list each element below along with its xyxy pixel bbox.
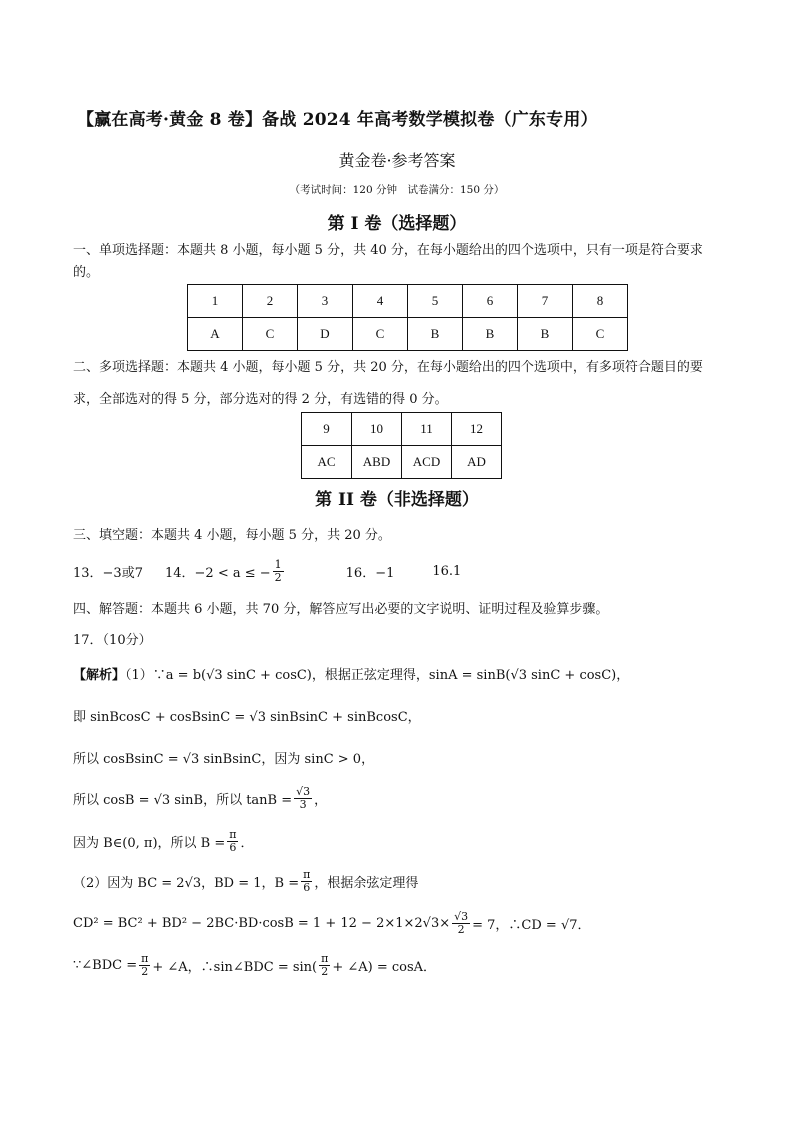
table-cell: AC	[302, 446, 352, 479]
document-subtitle: 黄金卷·参考答案	[338, 151, 456, 170]
solution-text: 因为 B∈(0, π)，所以 B =	[73, 835, 226, 851]
exam-info: （考试时间：120 分钟 试卷满分：150 分）	[289, 184, 505, 196]
fraction-denominator: 6	[303, 880, 311, 894]
part1-heading: 第 I 卷（选择题）	[327, 214, 467, 234]
fill-answer-16: 16.1	[432, 563, 462, 579]
fraction	[452, 911, 470, 936]
solution-line-2: 即 sinBcosC + cosBsinC = √3 sinBsinC + sinBcosC，	[73, 710, 421, 725]
solution-text: + ∠A) = cosA．	[332, 959, 437, 975]
fraction-denominator: 2	[274, 570, 282, 584]
table-cell: B	[518, 318, 573, 351]
fraction-denominator: 2	[321, 964, 329, 978]
table-cell: 8	[573, 285, 628, 318]
table-row-answers	[188, 318, 628, 351]
fraction-numerator: π	[321, 951, 329, 965]
table-cell: 7	[518, 285, 573, 318]
solution-text: + ∠A，∴sin∠BDC = sin(	[152, 959, 318, 975]
fraction	[319, 953, 330, 978]
section3-intro: 三、填空题：本题共 4 小题，每小题 5 分，共 20 分。	[73, 528, 391, 543]
fraction-numerator: √3	[296, 784, 311, 798]
table-cell: 3	[298, 285, 353, 318]
section4-intro: 四、解答题：本题共 6 小题，共 70 分，解答应写出必要的文字说明、证明过程及验算步骤。	[73, 602, 609, 617]
table-cell: ABD	[352, 446, 402, 479]
fraction-denominator: 6	[229, 840, 237, 854]
solution-text: ，根据余弦定理得	[314, 875, 419, 891]
table-cell: C	[353, 318, 408, 351]
table-cell: B	[463, 318, 518, 351]
single-choice-answer-table	[187, 284, 628, 351]
fraction-numerator: π	[303, 867, 311, 881]
solution-line-7	[73, 904, 591, 942]
fraction-numerator: 1	[274, 557, 282, 571]
table-cell: D	[298, 318, 353, 351]
table-row-numbers	[302, 413, 502, 446]
fraction-numerator: π	[141, 951, 149, 965]
table-cell: 9	[302, 413, 352, 446]
table-cell: 5	[408, 285, 463, 318]
solution-text: = 7，∴CD = √7．	[472, 917, 591, 933]
table-cell: C	[243, 318, 298, 351]
fill-answer-14: 14．−2 < a ≤ −	[164, 565, 271, 581]
solution-line-1	[73, 664, 629, 683]
table-cell: 1	[188, 285, 243, 318]
part2-heading: 第 II 卷（非选择题）	[315, 490, 479, 510]
table-cell: 2	[243, 285, 298, 318]
solution-line-3: 所以 cosBsinC = √3 sinBsinC，因为 sinC > 0，	[73, 752, 375, 767]
solution-text: 所以 cosB = √3 sinB，所以 tanB =	[73, 792, 293, 808]
table-cell: AD	[452, 446, 502, 479]
fraction-denominator: 2	[141, 964, 149, 978]
fill-answers-line	[73, 554, 461, 588]
table-cell: ACD	[402, 446, 452, 479]
table-cell: 11	[402, 413, 452, 446]
table-cell: C	[573, 318, 628, 351]
table-row-answers	[302, 446, 502, 479]
table-cell: B	[408, 318, 463, 351]
question-17-header: 17．（10分）	[73, 633, 152, 648]
fraction	[294, 786, 312, 811]
fill-answer-15: 16．−1	[345, 565, 395, 581]
solution-line-6	[73, 864, 418, 898]
fraction-denominator: 2	[457, 922, 465, 936]
fraction-numerator: π	[229, 827, 237, 841]
solution-text: （2）因为 BC = 2√3，BD = 1，B =	[73, 875, 300, 891]
document-title: 【赢在高考·黄金 8 卷】备战 2024 年高考数学模拟卷（广东专用）	[77, 110, 598, 130]
fraction	[139, 953, 150, 978]
solution-line-5: 因为 B∈(0, π)，所以 B = $\frac{\pi}{6}$ ．	[73, 827, 254, 854]
fraction	[227, 829, 238, 854]
fill-answer-13: 13．−3或7	[73, 565, 143, 581]
solution-text: ∵∠BDC =	[73, 957, 138, 973]
table-cell: A	[188, 318, 243, 351]
solution-text: （1）∵a = b(√3 sinC + cosC)，根据正弦定理得，sinA = sinB(√3 sinC + cosC)，	[125, 668, 630, 683]
solution-text: CD² = BC² + BD² − 2BC·BD·cosB = 1 + 12 − 2×1×2√3×	[73, 915, 451, 931]
multi-choice-answer-table	[301, 412, 502, 479]
table-cell: 12	[452, 413, 502, 446]
section1-intro: 一、单项选择题：本题共 8 小题，每小题 5 分，共 40 分，在每小题给出的四个选项中，只有一项是符合要求的。	[73, 243, 703, 280]
fraction-denominator: 3	[299, 797, 307, 811]
fraction-numerator: √3	[454, 909, 469, 923]
table-row-numbers	[188, 285, 628, 318]
solution-tag: 【解析】	[73, 668, 126, 683]
fraction	[273, 559, 284, 584]
table-cell: 4	[353, 285, 408, 318]
table-cell: 10	[352, 413, 402, 446]
solution-line-4: 所以 cosB = √3 sinB，所以 tanB = $\frac{√3}{3}$ ，	[73, 784, 328, 811]
section2-intro: 二、多项选择题：本题共 4 小题，每小题 5 分，共 20 分，在每小题给出的四个选项中，有多项符合题目的要求，全部选对的得 5 分，部分选对的得 2 分，有选错的得 0 分。	[73, 360, 703, 407]
table-cell: 6	[463, 285, 518, 318]
solution-line-8	[73, 946, 436, 984]
fraction	[301, 869, 312, 894]
